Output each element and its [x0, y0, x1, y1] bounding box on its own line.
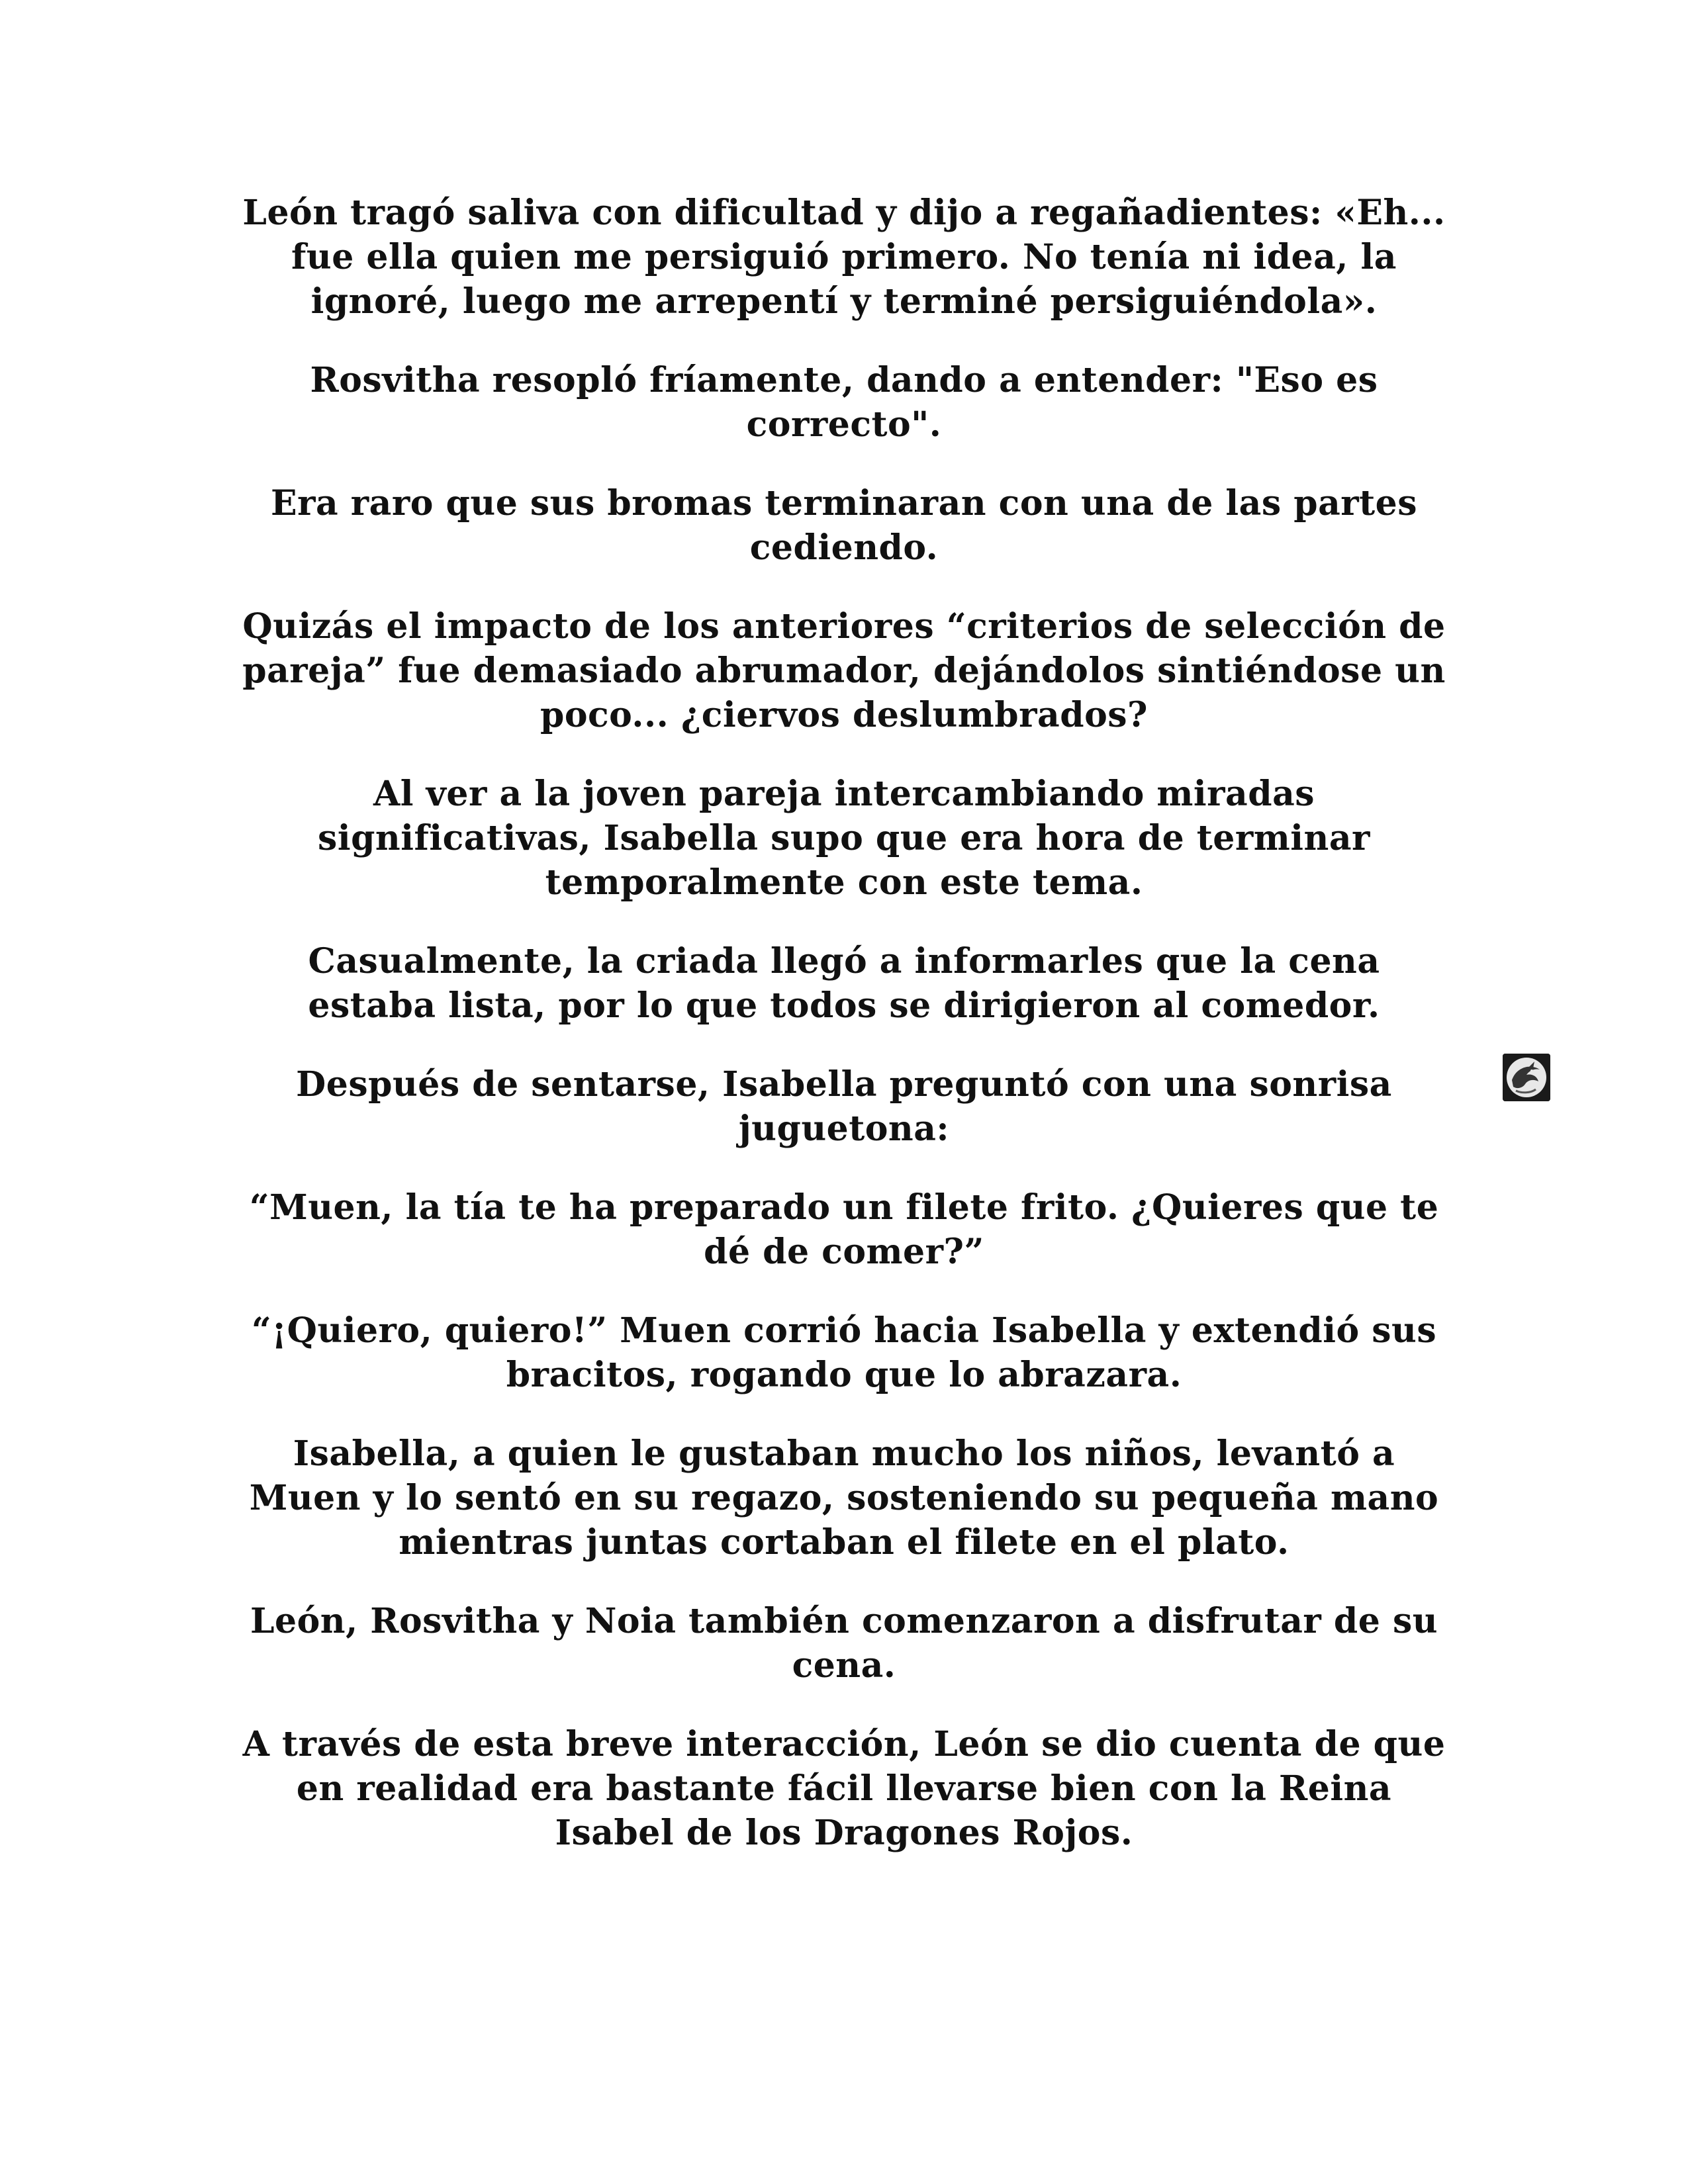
paragraph-6: Casualmente, la criada llegó a informarles que la cena estaba lista, por lo que todos se dirigieron al comedor.: [308, 941, 1380, 1026]
paragraph-11: León, Rosvitha y Noia también comenzaron a disfrutar de su cena.: [250, 1601, 1438, 1686]
paragraph-10: Isabella, a quien le gustaban mucho los niños, levantó a Muen y lo sentó en su regazo, sosteniendo su pequeña mano mientras juntas cortaban el filete en el plato.: [249, 1433, 1439, 1563]
paragraph-8: “Muen, la tía te ha preparado un filete frito. ¿Quieres que te dé de comer?”: [249, 1187, 1439, 1272]
paragraph-7: Después de sentarse, Isabella preguntó con una sonrisa juguetona:: [296, 1064, 1392, 1149]
paragraph-1: León tragó saliva con dificultad y dijo a regañadientes: «Eh... fue ella quien me persiguió primero. No tenía ni idea, la ignoré, luego me arrepentí y terminé persiguiéndola».: [242, 193, 1446, 322]
paragraph-12: A través de esta breve interacción, León se dio cuenta de que en realidad era bastante fácil llevarse bien con la Reina Isabel de los Dragones Rojos.: [242, 1724, 1446, 1853]
paragraph-5: Al ver a la joven pareja intercambiando miradas significativas, Isabella supo que era hora de terminar temporalmente con este tema.: [318, 774, 1370, 903]
paragraph-3: Era raro que sus bromas terminaran con una de las partes cediendo.: [270, 483, 1418, 568]
paragraph-2: Rosvitha resopló fríamente, dando a entender: "Eso es correcto".: [310, 360, 1378, 445]
paragraph-4: Quizás el impacto de los anteriores “criterios de selección de pareja” fue demasiado abrumador, dejándolos sintiéndose un poco... ¿ciervos deslumbrados?: [242, 606, 1446, 735]
paragraph-9: “¡Quiero, quiero!” Muen corrió hacia Isabella y extendió sus bracitos, rogando que lo abrazara.: [251, 1310, 1437, 1395]
chapter-text: [238, 191, 1450, 1889]
dragon-emblem-icon: [1503, 1054, 1550, 1101]
